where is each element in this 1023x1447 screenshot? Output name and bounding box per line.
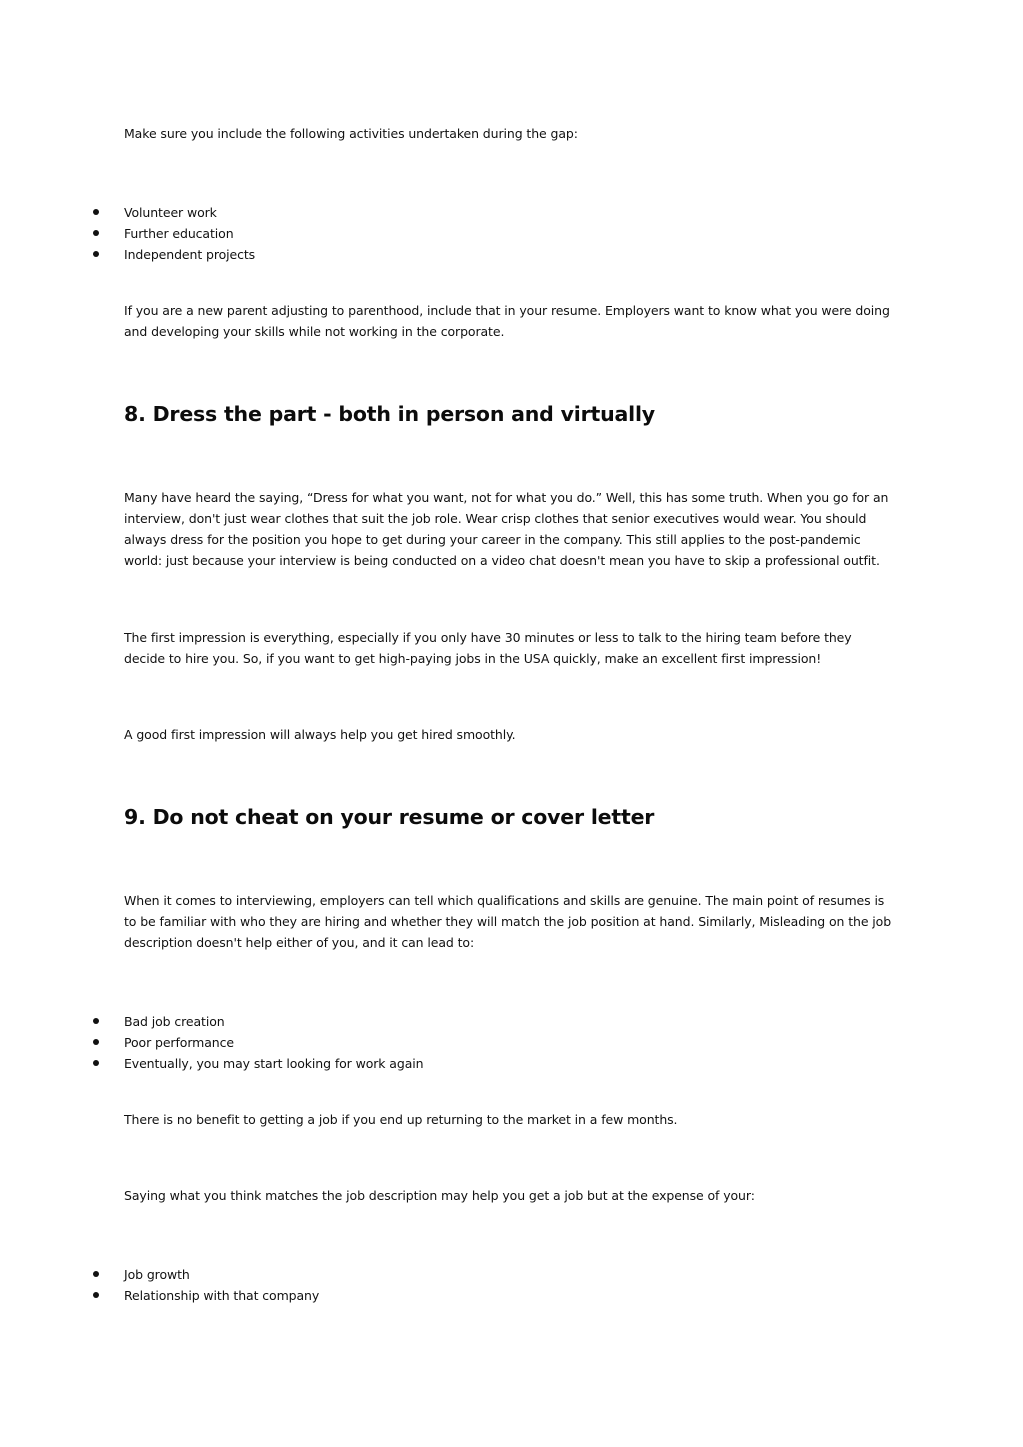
section-heading-9: 9. Do not cheat on your resume or cover letter [124, 805, 655, 829]
list-item-text: Further education [124, 226, 234, 241]
benefit-paragraph: There is no benefit to getting a job if you end up returning to the market in a few months. [124, 1112, 678, 1127]
bullet-icon [93, 251, 99, 257]
impression-paragraph: The first impression is everything, especially if you only have 30 minutes or less to talk to the hiring team before they decide to hire you. So, if you want to get high-paying jobs in the USA quickly, make an excellent first impression! [124, 630, 852, 666]
list-item-text: Volunteer work [124, 205, 217, 220]
list-item-text: Poor performance [124, 1035, 234, 1050]
consequences-list [0, 1011, 800, 1074]
list-item [0, 1264, 800, 1285]
bullet-icon [93, 1292, 99, 1298]
gap-activities-list [0, 202, 800, 265]
list-item-text: Job growth [124, 1267, 190, 1282]
bullet-icon [93, 1060, 99, 1066]
interview-paragraph: When it comes to interviewing, employers can tell which qualifications and skills are genuine. The main point of resumes is to be familiar with who they are hiring and whether they will match the job position at hand. Similarly, Misleading on the job description doesn't help either of you, and it can lead to: [124, 893, 892, 950]
list-item-text: Eventually, you may start looking for work again [124, 1056, 424, 1071]
expense-list [0, 1264, 800, 1306]
good-impression-paragraph: A good first impression will always help you get hired smoothly. [124, 727, 516, 742]
saying-paragraph: Saying what you think matches the job description may help you get a job but at the expense of your: [124, 1188, 755, 1203]
list-item-text: Independent projects [124, 247, 256, 262]
section-heading-8: 8. Dress the part - both in person and virtually [124, 402, 655, 426]
parent-paragraph: If you are a new parent adjusting to parenthood, include that in your resume. Employers want to know what you were doing and developing your skills while not working in the corporate. [124, 303, 890, 339]
bullet-icon [93, 1039, 99, 1045]
intro-paragraph: Make sure you include the following activities undertaken during the gap: [124, 126, 578, 141]
list-item [0, 244, 800, 265]
list-item [0, 1032, 800, 1053]
bullet-icon [93, 230, 99, 236]
bullet-icon [93, 209, 99, 215]
list-item [0, 1285, 800, 1306]
list-item [0, 1053, 800, 1074]
list-item [0, 1011, 800, 1032]
list-item [0, 223, 800, 244]
list-item-text: Bad job creation [124, 1014, 225, 1029]
bullet-icon [93, 1018, 99, 1024]
bullet-icon [93, 1271, 99, 1277]
list-item-text: Relationship with that company [124, 1288, 320, 1303]
dress-paragraph: Many have heard the saying, “Dress for what you want, not for what you do.” Well, this has some truth. When you go for an interview, don't just wear clothes that suit the job role. Wear crisp clothes that senior executives would wear. You should always dress for the position you hope to get during your career in the company. This still applies to the post-pandemic world: just because your interview is being conducted on a video chat doesn't mean you have to skip a professional outfit. [124, 490, 889, 568]
list-item [0, 202, 800, 223]
